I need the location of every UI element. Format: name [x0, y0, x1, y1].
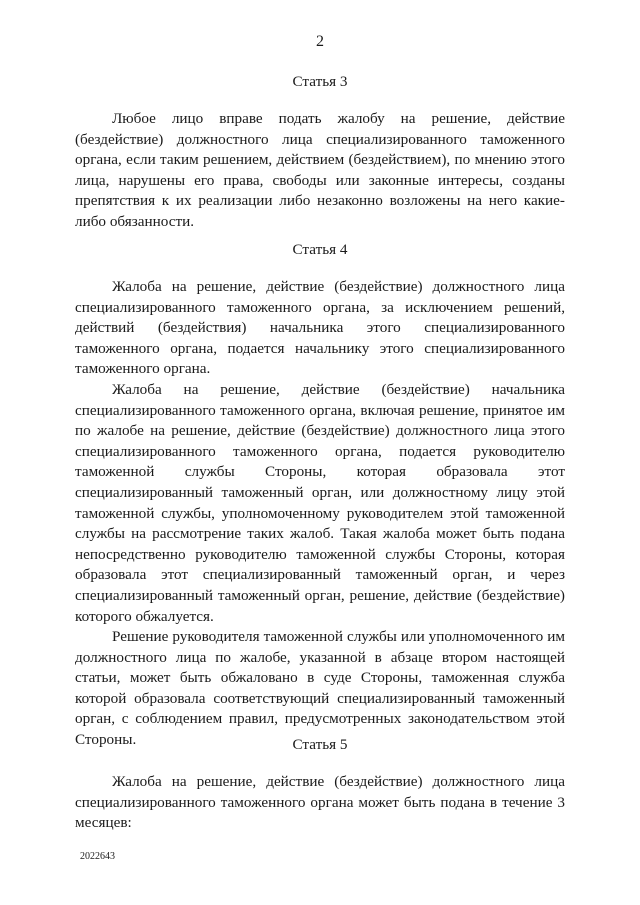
- article-5-paragraph-1: Жалоба на решение, действие (бездействие) должностного лица специализированного таможенного органа может быть подана в течение 3 месяцев:: [75, 773, 565, 832]
- article-3-title: Статья 3: [292, 73, 348, 90]
- page-number: 2: [316, 33, 324, 50]
- article-4-paragraph-1: Жалоба на решение, действие (бездействие) должностного лица специализированного таможенного органа, за исключением решений, действий (бездействия) начальника этого специализированного таможенного органа, подается начальнику этого специализированного таможенного органа.: [75, 278, 565, 378]
- article-5-body: [75, 772, 565, 834]
- article-5-title: Статья 5: [292, 736, 348, 753]
- article-4-body: [75, 277, 565, 751]
- article-3-body: [75, 109, 565, 233]
- article-4-title: Статья 4: [292, 241, 348, 258]
- article-4-paragraph-3: Решение руководителя таможенной службы или уполномоченного им должностного лица по жалобе, указанной в абзаце втором настоящей статьи, может быть обжаловано в суде Стороны, таможенная служба которой образовала соответствующий специализированный таможенный орган, с соблюдением правил, предусмотренных законодательством этой Стороны.: [75, 628, 565, 749]
- document-code: 2022643: [80, 851, 115, 862]
- article-4-paragraph-2: Жалоба на решение, действие (бездействие) начальника специализированного таможенного органа, включая решение, принятое им по жалобе на решение, действие (бездействие) должностного лица этого специализированного таможенного органа, подается руководителю таможенной службы Стороны, которая образовала этот специализированный таможенный орган, или должностному лицу этой таможенной службы, уполномоченному руководителем этой таможенной службы на рассмотрение таких жалоб. Такая жалоба может быть подана непосредственно руководителю таможенной службы Стороны, которая образовала этот специализированный таможенный орган, и через специализированный таможенный орган, решение, действие (бездействие) которого обжалуется.: [75, 380, 565, 625]
- article-3-paragraph-1: Любое лицо вправе подать жалобу на решение, действие (бездействие) должностного лица специализированного таможенного органа, если таким решением, действием (бездействием), по мнению этого лица, нарушены его права, свободы или законные интересы, созданы препятствия к их реализации либо незаконно возложены на него какие-либо обязанности.: [75, 110, 565, 230]
